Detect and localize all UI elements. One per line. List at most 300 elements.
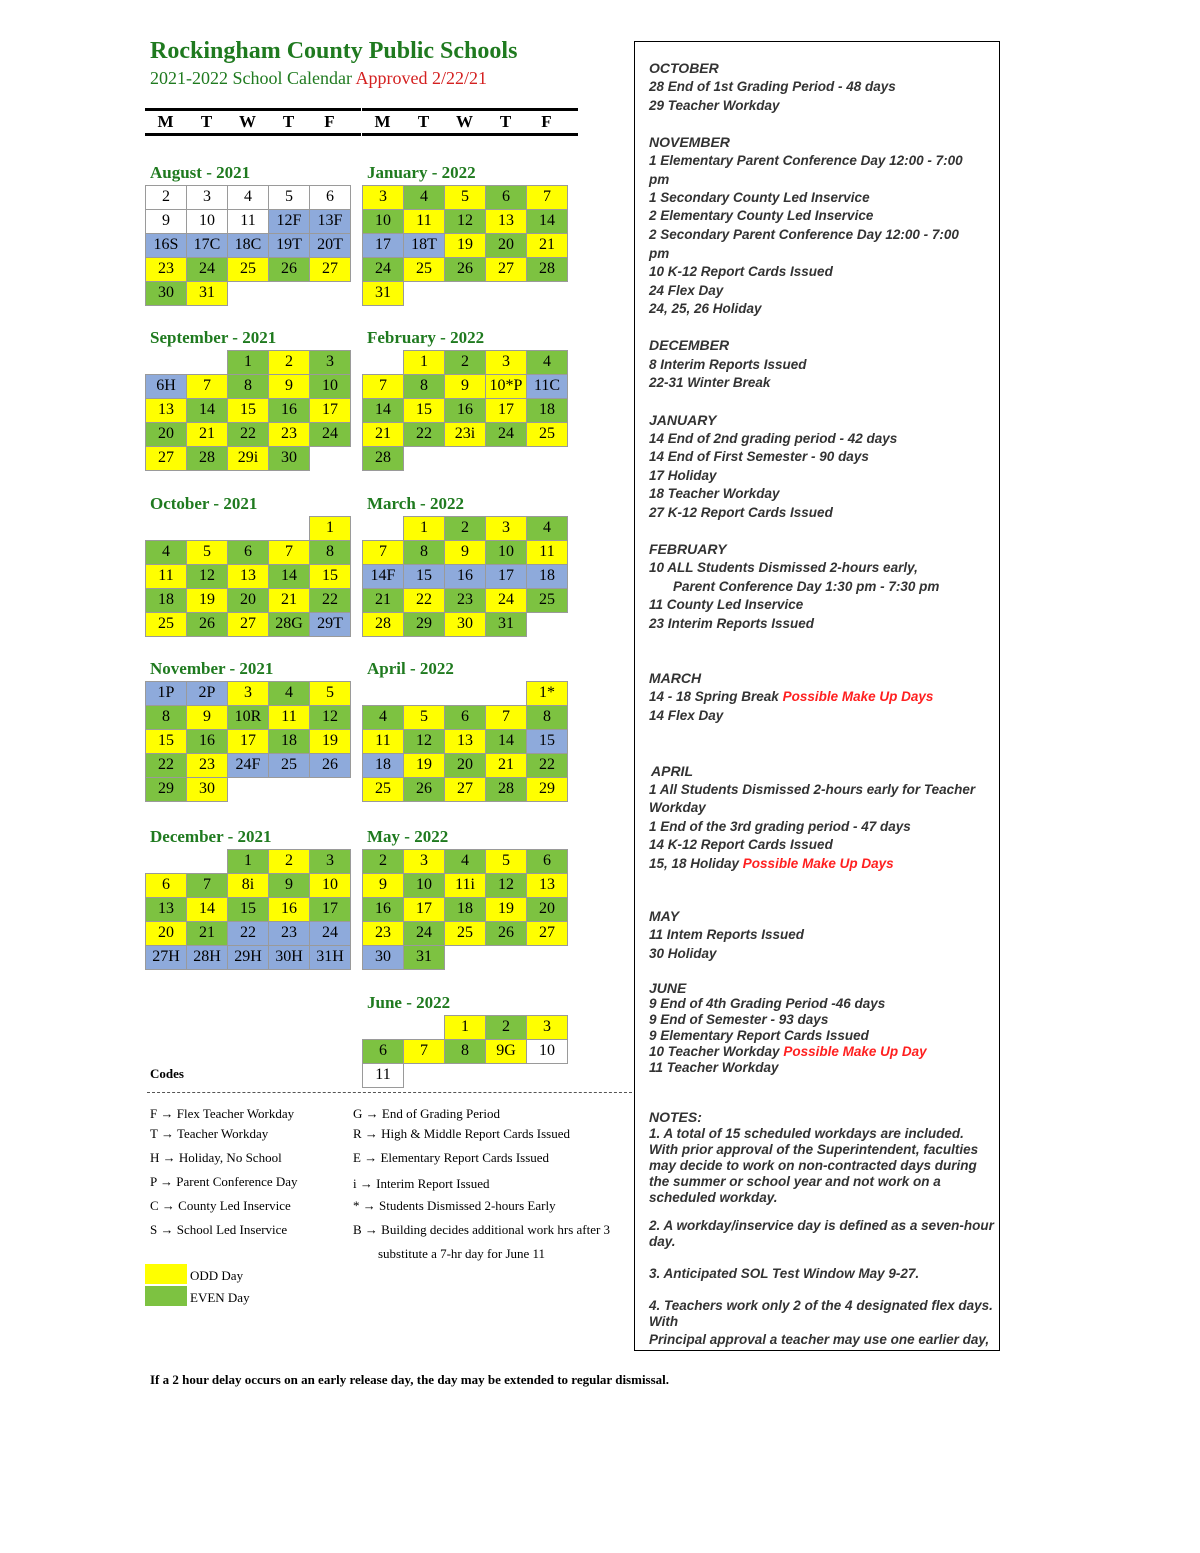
day-cell: 4 bbox=[145, 540, 187, 565]
day-cell: 19 bbox=[485, 897, 527, 922]
month-block bbox=[362, 327, 582, 470]
day-cell: 11 bbox=[526, 540, 568, 565]
day-cell: 3 bbox=[403, 849, 445, 874]
month-title: August - 2021 bbox=[150, 163, 251, 182]
day-cell: 6 bbox=[485, 185, 527, 210]
day-cell: 15 bbox=[403, 564, 445, 589]
day-cell: 3 bbox=[227, 681, 269, 706]
day-cell: 8 bbox=[403, 540, 445, 565]
day-cell: 7 bbox=[485, 705, 527, 730]
day-cell: 16 bbox=[268, 398, 310, 423]
day-cell: 10 bbox=[526, 1039, 568, 1064]
day-cell: 15 bbox=[309, 564, 351, 589]
day-cell: 24 bbox=[186, 257, 228, 282]
day-cell: 21 bbox=[485, 753, 527, 778]
month-grid bbox=[362, 350, 582, 470]
day-cell: 14 bbox=[186, 897, 228, 922]
day-cell: 29T bbox=[309, 612, 351, 637]
day-cell: 1 bbox=[403, 350, 445, 375]
day-cell: 15 bbox=[403, 398, 445, 423]
empty-cell bbox=[145, 516, 187, 541]
event-item: 1 Secondary County Led Inservice bbox=[649, 190, 870, 205]
day-cell: 23 bbox=[362, 921, 404, 946]
day-cell: 8i bbox=[227, 873, 269, 898]
day-cell: 19 bbox=[403, 753, 445, 778]
day-cell: 10R bbox=[227, 705, 269, 730]
code-flex: F → Flex Teacher Workday bbox=[150, 1106, 295, 1121]
note-text: the summer or school year and not work on a bbox=[649, 1174, 941, 1189]
note-text: 2. A workday/inservice day is defined as a seven-hour bbox=[649, 1218, 994, 1233]
day-cell: 9 bbox=[268, 873, 310, 898]
event-item: 23 Interim Reports Issued bbox=[649, 616, 815, 631]
day-cell: 23 bbox=[186, 753, 228, 778]
day-cell: 1 bbox=[444, 1015, 486, 1040]
day-cell: 2 bbox=[268, 350, 310, 375]
day-cell: 4 bbox=[268, 681, 310, 706]
day-cell: 2 bbox=[444, 350, 486, 375]
empty-cell bbox=[186, 350, 228, 375]
day-cell: 10 bbox=[186, 209, 228, 234]
empty-cell bbox=[362, 350, 404, 375]
day-cell: 21 bbox=[362, 422, 404, 447]
day-cell: 15 bbox=[526, 729, 568, 754]
day-cell: 22 bbox=[227, 422, 269, 447]
day-cell: 9G bbox=[485, 1039, 527, 1064]
day-cell: 28 bbox=[485, 777, 527, 802]
day-cell: 14 bbox=[526, 209, 568, 234]
day-header-left: M T W T F bbox=[145, 108, 361, 136]
day-cell: 7 bbox=[403, 1039, 445, 1064]
day-cell: 26 bbox=[186, 612, 228, 637]
day-cell: 31H bbox=[309, 945, 351, 970]
month-grid bbox=[145, 516, 365, 636]
day-cell: 28 bbox=[362, 446, 404, 471]
day-cell: 31 bbox=[186, 281, 228, 306]
day-cell: 30 bbox=[268, 446, 310, 471]
day-cell: 4 bbox=[526, 350, 568, 375]
month-title: December - 2021 bbox=[150, 827, 272, 846]
event-item: 30 Holiday bbox=[649, 946, 717, 961]
day-cell: 4 bbox=[444, 849, 486, 874]
day-cell: 20 bbox=[145, 422, 187, 447]
day-cell: 21 bbox=[362, 588, 404, 613]
event-item: 10 ALL Students Dismissed 2-hours early, bbox=[649, 560, 918, 575]
day-cell: 12 bbox=[444, 209, 486, 234]
day-cell: 21 bbox=[268, 588, 310, 613]
month-block bbox=[362, 162, 582, 305]
day-cell: 8 bbox=[309, 540, 351, 565]
day-cell: 10 bbox=[403, 873, 445, 898]
day-cell: 24F bbox=[227, 753, 269, 778]
day-cell: 17 bbox=[309, 897, 351, 922]
day-cell: 20 bbox=[526, 897, 568, 922]
february-heading: FEBRUARY bbox=[649, 541, 727, 557]
day-cell: 14 bbox=[268, 564, 310, 589]
day-cell: 21 bbox=[186, 422, 228, 447]
day-cell: 7 bbox=[268, 540, 310, 565]
event-item: 9 End of Semester - 93 days bbox=[649, 1012, 829, 1027]
day-cell: 2P bbox=[186, 681, 228, 706]
event-item: 8 Interim Reports Issued bbox=[649, 357, 807, 372]
month-grid bbox=[362, 185, 582, 305]
note-text: 1. A total of 15 scheduled workdays are included. bbox=[649, 1126, 964, 1141]
day-cell: 23 bbox=[268, 422, 310, 447]
day-cell: 13F bbox=[309, 209, 351, 234]
note-text: With prior approval of the Superintendent, faculties bbox=[649, 1142, 979, 1157]
day-cell: 18C bbox=[227, 233, 269, 258]
day-cell: 10 bbox=[309, 873, 351, 898]
day-cell: 27 bbox=[309, 257, 351, 282]
day-cell: 15 bbox=[227, 398, 269, 423]
day-cell: 19 bbox=[186, 588, 228, 613]
month-block bbox=[362, 658, 582, 801]
day-cell: 14 bbox=[485, 729, 527, 754]
event-item: 2 Secondary Parent Conference Day 12:00 - 7:00 bbox=[649, 227, 959, 242]
day-cell: 27 bbox=[526, 921, 568, 946]
day-cell: 26 bbox=[444, 257, 486, 282]
event-item: 14 End of 2nd grading period - 42 days bbox=[649, 431, 898, 446]
day-cell: 6 bbox=[227, 540, 269, 565]
code-holiday: H → Holiday, No School bbox=[150, 1150, 282, 1165]
day-cell: 29H bbox=[227, 945, 269, 970]
day-cell: 7 bbox=[186, 374, 228, 399]
day-cell: 27 bbox=[444, 777, 486, 802]
day-cell: 8 bbox=[227, 374, 269, 399]
day-cell: 16 bbox=[268, 897, 310, 922]
day-cell: 26 bbox=[485, 921, 527, 946]
code-county-inservice: C → County Led Inservice bbox=[150, 1198, 291, 1213]
month-title: February - 2022 bbox=[367, 328, 485, 347]
empty-cell bbox=[186, 849, 228, 874]
day-cell: 21 bbox=[186, 921, 228, 946]
day-cell: 25 bbox=[526, 588, 568, 613]
day-cell: 21 bbox=[526, 233, 568, 258]
empty-cell bbox=[186, 516, 228, 541]
day-cell: 3 bbox=[186, 185, 228, 210]
event-item: 28 End of 1st Grading Period - 48 days bbox=[649, 79, 896, 94]
day-cell: 1 bbox=[309, 516, 351, 541]
january-heading: JANUARY bbox=[649, 412, 717, 428]
event-item: 24, 25, 26 Holiday bbox=[649, 301, 762, 316]
empty-cell bbox=[145, 350, 187, 375]
day-cell: 9 bbox=[444, 374, 486, 399]
day-cell: 4 bbox=[526, 516, 568, 541]
day-cell: 6H bbox=[145, 374, 187, 399]
day-cell: 12 bbox=[403, 729, 445, 754]
day-cell: 28G bbox=[268, 612, 310, 637]
day-cell: 11 bbox=[145, 564, 187, 589]
event-item: 24 Flex Day bbox=[649, 283, 724, 298]
day-cell: 25 bbox=[444, 921, 486, 946]
month-block bbox=[362, 826, 582, 969]
month-block bbox=[145, 826, 365, 969]
day-cell: 22 bbox=[403, 422, 445, 447]
day-cell: 14 bbox=[186, 398, 228, 423]
event-item: 1 All Students Dismissed 2-hours early for Teacher bbox=[649, 782, 976, 797]
event-item: Workday bbox=[649, 800, 706, 815]
day-cell: 17C bbox=[186, 233, 228, 258]
day-cell: 11 bbox=[362, 1063, 404, 1088]
day-cell: 11 bbox=[403, 209, 445, 234]
may-heading: MAY bbox=[649, 908, 680, 924]
page-subtitle: 2021-2022 School Calendar Approved 2/22/21 bbox=[150, 68, 487, 88]
empty-cell bbox=[485, 681, 527, 706]
day-cell: 9 bbox=[186, 705, 228, 730]
day-cell: 8 bbox=[526, 705, 568, 730]
code-report-cards-elem: E → Elementary Report Cards Issued bbox=[353, 1150, 550, 1165]
day-cell: 19 bbox=[309, 729, 351, 754]
april-heading: APRIL bbox=[651, 763, 693, 779]
day-cell: 24 bbox=[309, 921, 351, 946]
page-title: Rockingham County Public Schools bbox=[150, 38, 518, 64]
makeup-note: Possible Make Up Days bbox=[782, 689, 934, 704]
event-item: 9 Elementary Report Cards Issued bbox=[649, 1028, 869, 1043]
day-cell: 27 bbox=[227, 612, 269, 637]
day-cell: 30 bbox=[362, 945, 404, 970]
day-cell: 2 bbox=[268, 849, 310, 874]
event-item: 9 End of 4th Grading Period -46 days bbox=[649, 996, 886, 1011]
october-heading: OCTOBER bbox=[649, 60, 719, 76]
empty-cell bbox=[362, 1015, 404, 1040]
event-item: Parent Conference Day 1:30 pm - 7:30 pm bbox=[673, 579, 940, 594]
day-cell: 29 bbox=[145, 777, 187, 802]
day-cell: 22 bbox=[526, 753, 568, 778]
day-cell: 2 bbox=[362, 849, 404, 874]
day-cell: 30 bbox=[145, 281, 187, 306]
notes-heading: NOTES: bbox=[649, 1109, 702, 1125]
event-item: 11 County Led Inservice bbox=[649, 597, 804, 612]
month-grid bbox=[145, 185, 365, 305]
empty-cell bbox=[362, 681, 404, 706]
code-interim-report: i → Interim Report Issued bbox=[353, 1176, 490, 1191]
day-cell: 5 bbox=[403, 705, 445, 730]
code-report-cards-hm: R → High & Middle Report Cards Issued bbox=[353, 1126, 571, 1141]
day-cell: 27H bbox=[145, 945, 187, 970]
day-cell: 8 bbox=[444, 1039, 486, 1064]
day-cell: 26 bbox=[309, 753, 351, 778]
day-cell: 15 bbox=[145, 729, 187, 754]
event-item: pm bbox=[649, 172, 670, 187]
event-item: 1 Elementary Parent Conference Day 12:00 - 7:00 bbox=[649, 153, 963, 168]
day-cell: 18 bbox=[145, 588, 187, 613]
code-teacher-workday: T → Teacher Workday bbox=[150, 1126, 269, 1141]
day-cell: 24 bbox=[309, 422, 351, 447]
day-cell: 23 bbox=[268, 921, 310, 946]
day-cell: 19 bbox=[444, 233, 486, 258]
day-cell: 2 bbox=[485, 1015, 527, 1040]
legend-even-label: EVEN Day bbox=[190, 1290, 250, 1305]
day-cell: 9 bbox=[444, 540, 486, 565]
day-cell: 11 bbox=[268, 705, 310, 730]
day-cell: 17 bbox=[309, 398, 351, 423]
note-text: day. bbox=[649, 1234, 676, 1249]
event-item: 15, 18 Holiday Possible Make Up Days bbox=[649, 856, 894, 871]
day-cell: 10*P bbox=[485, 374, 527, 399]
day-cell: 20 bbox=[444, 753, 486, 778]
day-cell: 26 bbox=[268, 257, 310, 282]
event-item: 10 Teacher Workday Possible Make Up Day bbox=[649, 1044, 927, 1059]
day-cell: 25 bbox=[362, 777, 404, 802]
note-text: 3. Anticipated SOL Test Window May 9-27. bbox=[649, 1266, 920, 1281]
day-cell: 13 bbox=[145, 897, 187, 922]
day-cell: 7 bbox=[362, 540, 404, 565]
day-cell: 6 bbox=[309, 185, 351, 210]
month-title: April - 2022 bbox=[367, 659, 454, 678]
day-cell: 29 bbox=[403, 612, 445, 637]
day-cell: 1P bbox=[145, 681, 187, 706]
day-cell: 24 bbox=[485, 422, 527, 447]
day-cell: 1 bbox=[403, 516, 445, 541]
empty-cell bbox=[403, 681, 445, 706]
day-cell: 31 bbox=[362, 281, 404, 306]
day-cell: 13 bbox=[444, 729, 486, 754]
month-grid bbox=[145, 350, 365, 470]
code-early-dismissal: * → Students Dismissed 2-hours Early bbox=[353, 1198, 556, 1213]
day-cell: 28 bbox=[362, 612, 404, 637]
event-item: 11 Intem Reports Issued bbox=[649, 927, 805, 942]
day-cell: 13 bbox=[145, 398, 187, 423]
day-cell: 16S bbox=[145, 233, 187, 258]
day-cell: 22 bbox=[227, 921, 269, 946]
month-title: May - 2022 bbox=[367, 827, 449, 846]
day-cell: 18 bbox=[444, 897, 486, 922]
day-header-right: M T W T F bbox=[362, 108, 578, 136]
month-block bbox=[145, 493, 365, 636]
month-grid bbox=[362, 681, 582, 801]
day-cell: 24 bbox=[485, 588, 527, 613]
day-cell: 20 bbox=[227, 588, 269, 613]
day-cell: 29i bbox=[227, 446, 269, 471]
day-cell: 5 bbox=[485, 849, 527, 874]
day-cell: 7 bbox=[526, 185, 568, 210]
day-cell: 17 bbox=[362, 233, 404, 258]
day-cell: 25 bbox=[145, 612, 187, 637]
month-title: January - 2022 bbox=[367, 163, 476, 182]
code-parent-conference: P → Parent Conference Day bbox=[150, 1174, 298, 1189]
day-cell: 15 bbox=[227, 897, 269, 922]
day-cell: 14 bbox=[362, 398, 404, 423]
month-grid bbox=[362, 1015, 582, 1087]
day-cell: 4 bbox=[227, 185, 269, 210]
day-cell: 26 bbox=[403, 777, 445, 802]
legend-even-swatch bbox=[145, 1286, 187, 1306]
day-cell: 12 bbox=[309, 705, 351, 730]
day-cell: 25 bbox=[526, 422, 568, 447]
november-heading: NOVEMBER bbox=[649, 134, 730, 150]
event-item: pm bbox=[649, 246, 670, 261]
day-cell: 18 bbox=[526, 398, 568, 423]
event-item: 18 Teacher Workday bbox=[649, 486, 780, 501]
day-cell: 23 bbox=[145, 257, 187, 282]
day-cell: 11i bbox=[444, 873, 486, 898]
event-item: 22-31 Winter Break bbox=[649, 375, 771, 390]
day-cell: 27 bbox=[485, 257, 527, 282]
event-item: 14 Flex Day bbox=[649, 708, 724, 723]
approval-date: Approved 2/22/21 bbox=[355, 68, 487, 88]
event-item: 14 - 18 Spring Break Possible Make Up Days bbox=[649, 689, 934, 704]
month-grid bbox=[145, 849, 365, 969]
note-text: With bbox=[649, 1314, 679, 1329]
note-text: Principal approval a teacher may use one earlier day, bbox=[649, 1332, 990, 1347]
codes-title: Codes bbox=[150, 1066, 184, 1081]
day-cell: 25 bbox=[227, 257, 269, 282]
month-block bbox=[362, 992, 582, 1087]
day-cell: 13 bbox=[526, 873, 568, 898]
day-cell: 19T bbox=[268, 233, 310, 258]
empty-cell bbox=[268, 516, 310, 541]
day-cell: 6 bbox=[526, 849, 568, 874]
month-grid bbox=[362, 516, 582, 636]
day-cell: 31 bbox=[403, 945, 445, 970]
month-block bbox=[145, 658, 365, 801]
day-cell: 12F bbox=[268, 209, 310, 234]
day-cell: 16 bbox=[362, 897, 404, 922]
footer-note: If a 2 hour delay occurs on an early release day, the day may be extended to regular dismissal. bbox=[150, 1372, 670, 1387]
day-cell: 5 bbox=[186, 540, 228, 565]
month-title: March - 2022 bbox=[367, 494, 464, 513]
day-cell: 14F bbox=[362, 564, 404, 589]
day-cell: 13 bbox=[485, 209, 527, 234]
june-heading: JUNE bbox=[649, 980, 687, 996]
day-cell: 6 bbox=[444, 705, 486, 730]
day-cell: 6 bbox=[362, 1039, 404, 1064]
codes-divider bbox=[147, 1092, 632, 1093]
day-cell: 3 bbox=[309, 350, 351, 375]
day-cell: 20T bbox=[309, 233, 351, 258]
december-heading: DECEMBER bbox=[649, 337, 730, 353]
makeup-note: Possible Make Up Days bbox=[742, 856, 894, 871]
day-cell: 8 bbox=[145, 705, 187, 730]
day-cell: 4 bbox=[403, 185, 445, 210]
day-cell: 10 bbox=[309, 374, 351, 399]
day-cell: 12 bbox=[186, 564, 228, 589]
day-cell: 17 bbox=[485, 398, 527, 423]
day-cell: 5 bbox=[444, 185, 486, 210]
empty-cell bbox=[227, 516, 269, 541]
empty-cell bbox=[403, 1015, 445, 1040]
day-cell: 1* bbox=[526, 681, 568, 706]
legend-odd-label: ODD Day bbox=[190, 1268, 244, 1283]
month-block bbox=[362, 493, 582, 636]
day-cell: 1 bbox=[227, 849, 269, 874]
note-text: may decide to work on non-contracted days during bbox=[649, 1158, 977, 1173]
day-cell: 3 bbox=[526, 1015, 568, 1040]
day-cell: 3 bbox=[485, 516, 527, 541]
events-panel bbox=[634, 41, 1000, 1351]
empty-cell bbox=[444, 681, 486, 706]
day-cell: 24 bbox=[403, 921, 445, 946]
day-cell: 3 bbox=[309, 849, 351, 874]
day-cell: 28 bbox=[526, 257, 568, 282]
day-cell: 2 bbox=[145, 185, 187, 210]
day-cell: 7 bbox=[186, 873, 228, 898]
event-item: 11 Teacher Workday bbox=[649, 1060, 779, 1075]
event-item: 27 K-12 Report Cards Issued bbox=[649, 505, 833, 520]
day-cell: 25 bbox=[268, 753, 310, 778]
day-cell: 11 bbox=[362, 729, 404, 754]
code-school-inservice: S → School Led Inservice bbox=[150, 1222, 288, 1237]
day-cell: 12 bbox=[485, 873, 527, 898]
day-cell: 18T bbox=[403, 233, 445, 258]
code-grading-period: G → End of Grading Period bbox=[353, 1106, 500, 1121]
event-item: 10 K-12 Report Cards Issued bbox=[649, 264, 833, 279]
code-building: B → Building decides additional work hrs after 3 bbox=[353, 1222, 611, 1237]
makeup-note: Possible Make Up Day bbox=[783, 1044, 927, 1059]
day-cell: 20 bbox=[485, 233, 527, 258]
empty-cell bbox=[145, 849, 187, 874]
day-cell: 3 bbox=[485, 350, 527, 375]
note-text: 4. Teachers work only 2 of the 4 designated flex days. bbox=[649, 1298, 993, 1313]
